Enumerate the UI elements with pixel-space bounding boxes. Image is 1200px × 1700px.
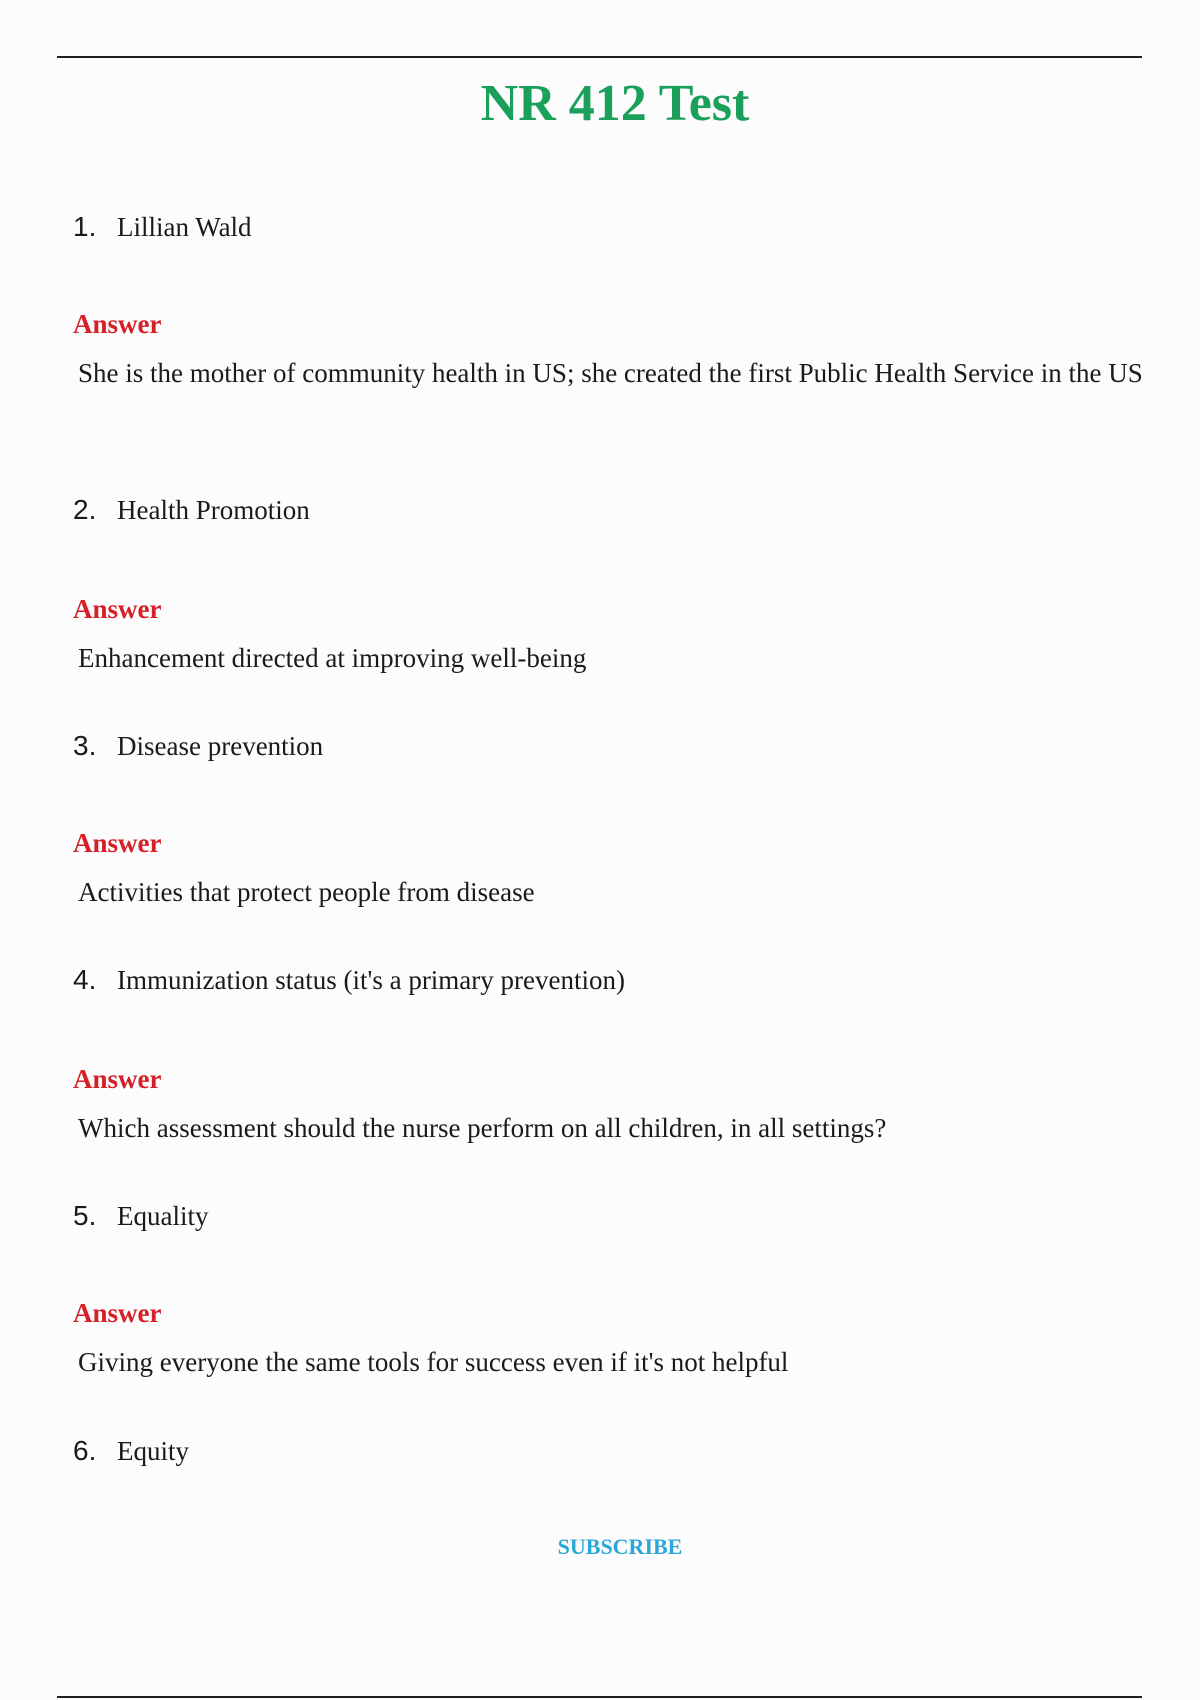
answer-label: Answer bbox=[73, 309, 162, 339]
answer-text: Giving everyone the same tools for success even if it's not helpful bbox=[78, 1347, 789, 1377]
answer-text: Which assessment should the nurse perform on all children, in all settings? bbox=[78, 1113, 887, 1143]
question-text: Health Promotion bbox=[117, 495, 310, 525]
answer-text: Enhancement directed at improving well-being bbox=[78, 643, 587, 673]
top-divider bbox=[57, 56, 1142, 58]
question-item bbox=[73, 962, 625, 998]
bottom-divider bbox=[57, 1696, 1142, 1698]
answer-label: Answer bbox=[73, 1064, 162, 1094]
question-item bbox=[73, 728, 323, 764]
question-item bbox=[73, 209, 252, 245]
page-title: NR 412 Test bbox=[480, 75, 750, 132]
question-text: Equality bbox=[117, 1201, 209, 1231]
question-number: 4. bbox=[73, 964, 97, 995]
question-text: Lillian Wald bbox=[117, 212, 252, 242]
question-number: 1. bbox=[73, 211, 97, 242]
question-item bbox=[73, 1433, 189, 1469]
question-number: 6. bbox=[73, 1435, 97, 1466]
question-item bbox=[73, 1198, 208, 1234]
question-text: Equity bbox=[117, 1436, 189, 1466]
question-item bbox=[73, 492, 310, 528]
answer-label: Answer bbox=[73, 1298, 162, 1328]
question-number: 2. bbox=[73, 494, 97, 525]
question-number: 3. bbox=[73, 730, 97, 761]
answer-text: Activities that protect people from disease bbox=[78, 877, 535, 907]
question-text: Disease prevention bbox=[117, 731, 324, 761]
answer-label: Answer bbox=[73, 594, 162, 624]
answer-text: She is the mother of community health in US; she created the first Public Health Service in the US bbox=[78, 358, 1143, 388]
subscribe-link[interactable]: SUBSCRIBE bbox=[557, 1534, 683, 1559]
answer-label: Answer bbox=[73, 828, 162, 858]
question-number: 5. bbox=[73, 1200, 97, 1231]
question-text: Immunization status (it's a primary prevention) bbox=[117, 965, 625, 995]
